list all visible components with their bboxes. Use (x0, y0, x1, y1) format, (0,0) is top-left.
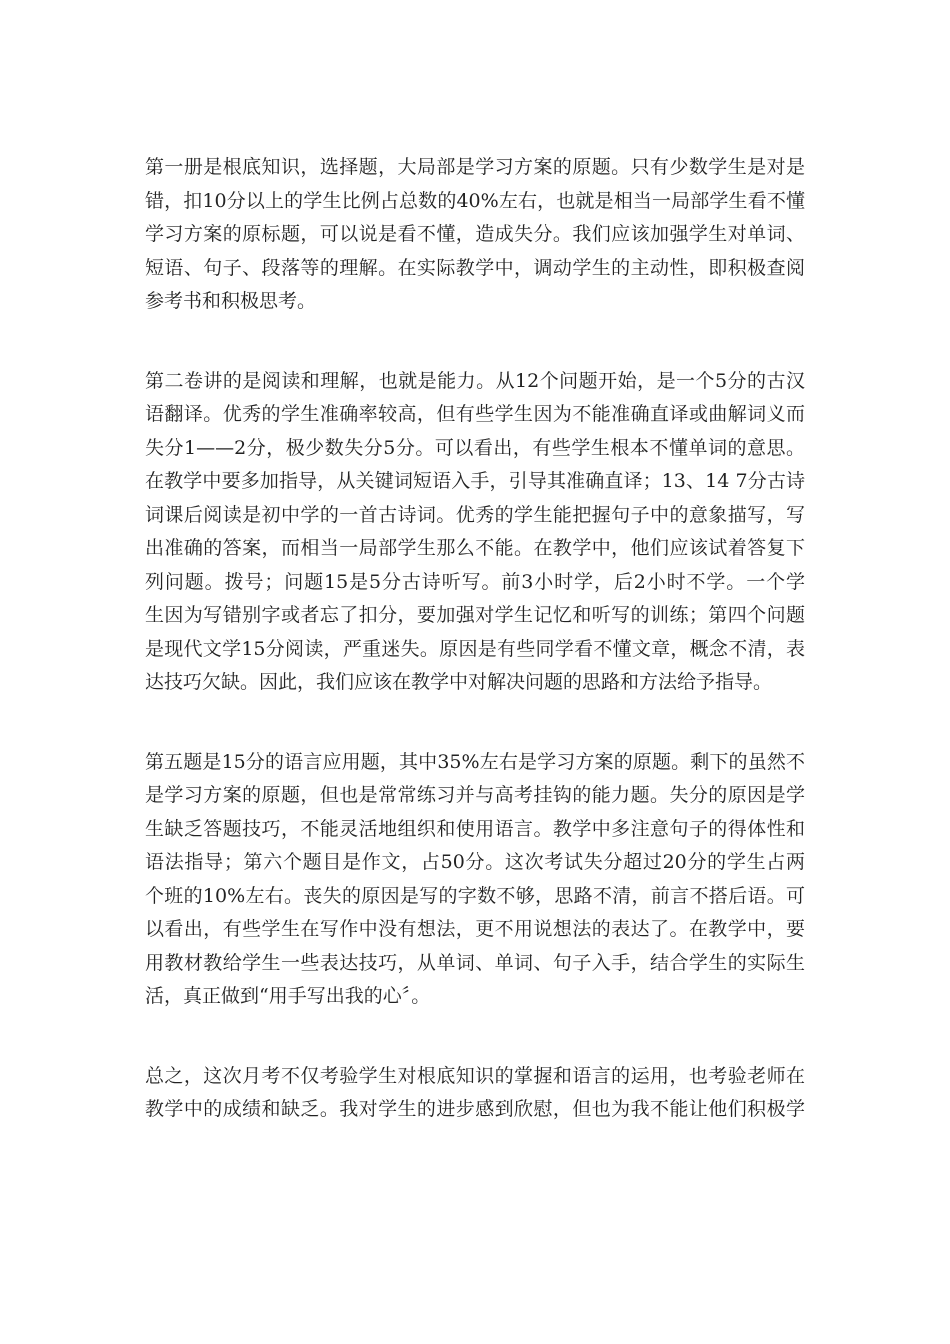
paragraph-2 (145, 365, 805, 700)
text-line: 第五题是15分的语言应用题，其中35%左右是学习方案的原题。剩下的虽然不 (145, 750, 805, 773)
text-line: 是学习方案的原题，但也是常常练习并与高考挂钩的能力题。失分的原因是学 (145, 784, 805, 806)
text-line: 错，扣10分以上的学生比例占总数的40%左右，也就是相当一局部学生看不懂 (145, 189, 805, 212)
text-line: 在教学中要多加指导，从关键词短语入手，引导其准确直译；13、14 7分古诗 (145, 470, 805, 492)
text-line: 第一册是根底知识，选择题，大局部是学习方案的原题。只有少数学生是对是 (145, 156, 805, 178)
text-line: 短语、句子、段落等的理解。在实际教学中，调动学生的主动性，即积极查阅 (145, 256, 805, 279)
text-line: 列问题。拨号；问题15是5分古诗听写。前3小时学，后2小时不学。一个学 (145, 570, 805, 593)
text-line: 词课后阅读是初中学的一首古诗词。优秀的学生能把握句子中的意象描写，写 (145, 503, 805, 526)
text-line: 是现代文学15分阅读，严重迷失。原因是有些同学看不懂文章，概念不清，表 (145, 637, 805, 660)
text-line: 达技巧欠缺。因此，我们应该在教学中对解决问题的思路和方法给予指导。 (145, 671, 773, 693)
text-line: 生因为写错别字或者忘了扣分，要加强对学生记忆和听写的训练；第四个问题 (145, 604, 805, 626)
text-line: 语翻译。优秀的学生准确率较高，但有些学生因为不能准确直译或曲解词义而 (145, 403, 805, 425)
text-line: 失分1——2分，极少数失分5分。可以看出，有些学生根本不懂单词的意思。 (145, 436, 805, 459)
text-line: 活，真正做到“用手写出我的心〞。 (145, 985, 431, 1007)
document-body (145, 151, 805, 1127)
paragraph-1 (145, 151, 805, 319)
paragraph-3 (145, 746, 805, 1014)
text-line: 参考书和积极思考。 (145, 290, 317, 312)
text-line: 出准确的答案，而相当一局部学生那么不能。在教学中，他们应该试着答复下 (145, 537, 805, 559)
paragraph-spacer (145, 700, 805, 746)
text-line: 总之，这次月考不仅考验学生对根底知识的掌握和语言的运用，也考验老师在 (145, 1064, 805, 1087)
text-line: 教学中的成绩和缺乏。我对学生的进步感到欣慰，但也为我不能让他们积极学 (145, 1098, 805, 1120)
paragraph-4 (145, 1060, 805, 1127)
text-line: 用教材教给学生一些表达技巧，从单词、单词、句子入手，结合学生的实际生 (145, 951, 805, 974)
paragraph-spacer (145, 319, 805, 365)
text-line: 学习方案的原标题，可以说是看不懂，造成失分。我们应该加强学生对单词、 (145, 223, 805, 245)
text-line: 语法指导；第六个题目是作文，占50分。这次考试失分超过20分的学生占两 (145, 851, 805, 873)
text-line: 生缺乏答题技巧，不能灵活地组织和使用语言。教学中多注意句子的得体性和 (145, 817, 805, 840)
paragraph-spacer (145, 1014, 805, 1060)
text-line: 个班的10%左右。丧失的原因是写的字数不够，思路不清，前言不搭后语。可 (145, 884, 805, 907)
text-line: 第二卷讲的是阅读和理解，也就是能力。从12个问题开始，是一个5分的古汉 (145, 369, 805, 392)
text-line: 以看出，有些学生在写作中没有想法，更不用说想法的表达了。在教学中，要 (145, 918, 805, 940)
